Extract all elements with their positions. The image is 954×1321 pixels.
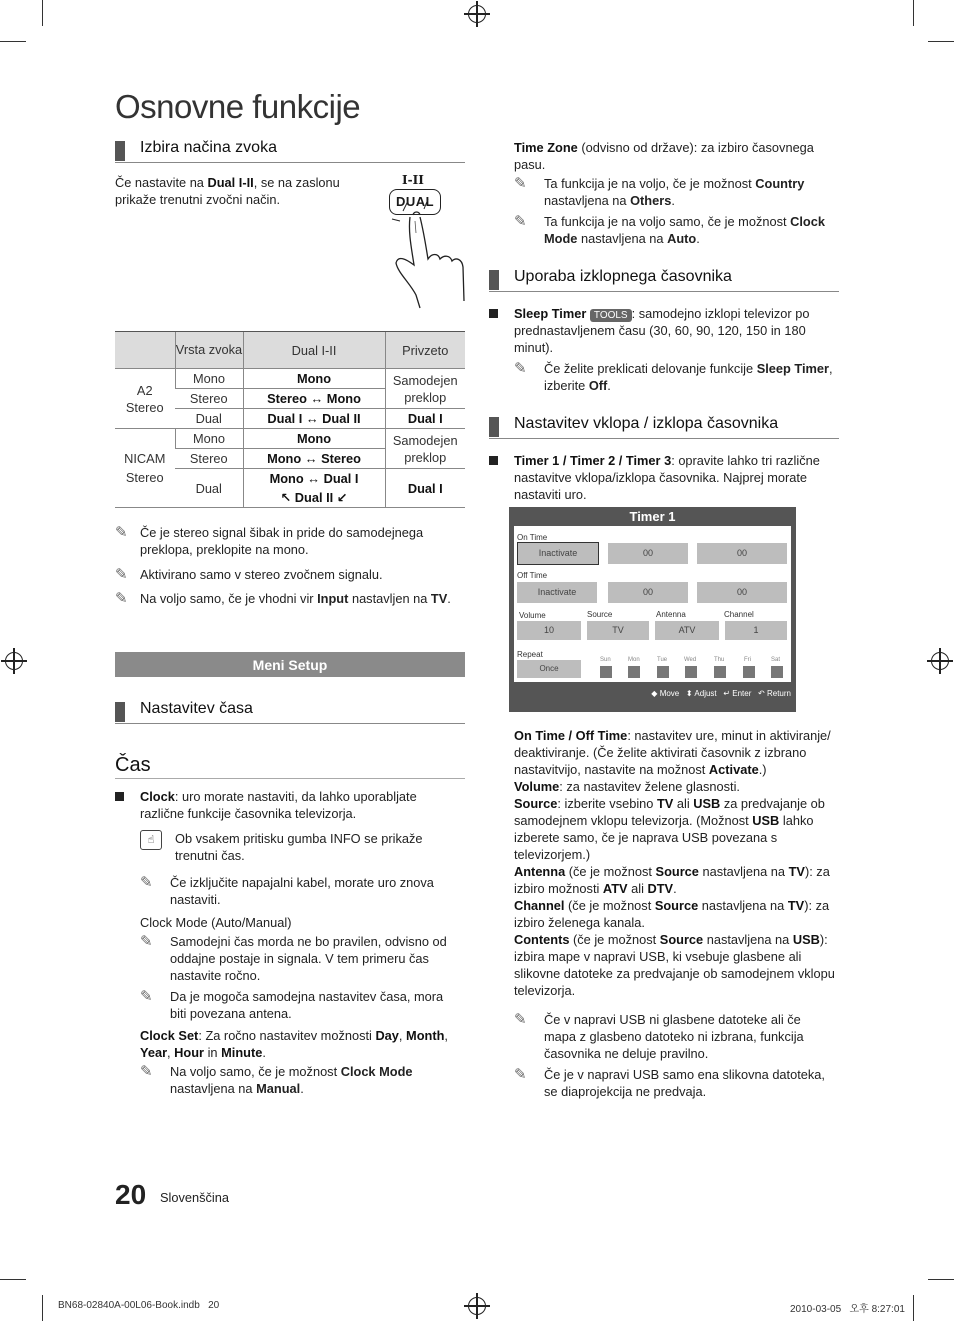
channel-field[interactable]: 1: [725, 621, 787, 640]
menu-setup-bar: Meni Setup: [115, 652, 465, 677]
pencil-icon: ✎: [140, 1063, 153, 1080]
day-checkbox[interactable]: [657, 666, 669, 678]
section-sleep-timer: Uporaba izklopnega časovnika: [489, 268, 839, 292]
adjust-icon: ⬍: [685, 689, 693, 698]
table-cell: Mono ↔ Dual Ι ↖ Dual ΙΙ ↙: [243, 469, 385, 508]
table-header: Privzeto: [385, 332, 465, 369]
timer-osd: [509, 507, 796, 712]
pencil-icon: ✎: [115, 566, 128, 583]
osd-label: Off Time: [517, 571, 548, 580]
footer-file: BN68-02840A-00L06-Book.indb 20: [58, 1300, 220, 1311]
osd-label: Source: [587, 610, 613, 619]
osd-label: Repeat: [517, 650, 543, 659]
day-checkbox[interactable]: [743, 666, 755, 678]
registration-mark-top: [468, 5, 486, 23]
pencil-icon: ✎: [514, 175, 527, 192]
pencil-icon: ✎: [115, 524, 128, 541]
day-checkbox[interactable]: [714, 666, 726, 678]
cas-title: Čas: [115, 754, 151, 776]
clock-mode-title: Clock Mode (Auto/Manual): [140, 915, 292, 930]
table-cell: Stereo ↔ Mono: [243, 389, 385, 409]
table-header: [115, 332, 175, 369]
table-cell: Dual Ι: [385, 469, 465, 508]
enter-icon: ↵: [723, 689, 731, 698]
section-sound-mode: Izbira načina zvoka: [115, 139, 465, 163]
sleep-timer-item: Sleep Timer TOOLS : samodejno izklopi televizor po prednastavljenem času (30, 60, 90, 120, 150 in 180 minut).: [514, 305, 834, 356]
table-cell: A2 Stereo: [115, 369, 175, 429]
on-time-hour[interactable]: 00: [608, 543, 688, 564]
table-cell: Mono: [175, 429, 243, 449]
note-info: ☝ Ob vsakem pritisku gumba INFO se prikaže trenutni čas.: [140, 830, 440, 864]
timer-description: On Time / Off Time: nastavitev ure, minut in aktiviranje/ deaktiviranje. (Če želite aktivirati časovnik z izbrano nastavitvijo, nastavite na možnost Activate.) Volume: za nastavitev želene glasnosti. Source: izberite vsebino TV ali USB za predvajanje ob samodejnem vklopu televizorja. (Možnost USB lahko izberete samo, če je naprava USB povezana s televizorjem.) Antenna (če je možnost Source nastavljena na TV): za izbiro možnosti ATV ali DTV. Channel (če je možnost Source nastavljena na TV): za izbiro želenega kanala. Contents (če je možnost Source nastavljena na USB): izbira mape v napravi USB, ki vsebuje glasbene ali slikovne datoteke za predvajanje ob samodejnem vklopu televizorja.: [514, 728, 835, 998]
pencil-icon: ✎: [514, 1066, 527, 1083]
day-label: Fri: [744, 657, 751, 663]
page-number: 20: [115, 1179, 147, 1210]
move-icon: ◆: [651, 689, 658, 698]
return-icon: ↶: [758, 689, 765, 698]
section-time-setting: Nastavitev časa: [115, 700, 465, 724]
pencil-icon: ✎: [140, 988, 153, 1005]
table-cell: Dual: [175, 409, 243, 429]
day-label: Sat: [771, 657, 781, 663]
table-header: Dual Ι-ΙΙ: [243, 332, 385, 369]
osd-label: Volume: [519, 611, 546, 620]
note: ✎ Aktivirano samo v stereo zvočnem signalu.: [115, 566, 383, 583]
note: ✎ Če izključite napajalni kabel, morate uro znova nastaviti.: [140, 874, 434, 907]
note: ✎ Če želite preklicati delovanje funkcije Sleep Timer, izberite Off.: [514, 360, 833, 393]
table-cell: Mono: [243, 369, 385, 389]
sound-intro: Če nastavite na Dual Ι-ΙΙ, se na zaslonu prikaže trenutni zvočni način.: [115, 175, 340, 207]
day-label: Mon: [628, 657, 640, 663]
osd-nav-bar: ◆ Move ⬍ Adjust ↵ Enter ↶ Return: [651, 689, 791, 698]
section-on-off-timer: Nastavitev vklopa / izklopa časovnika: [489, 415, 839, 439]
time-zone-text: Time Zone (odvisno od države): za izbiro časovnega pasu.: [514, 140, 814, 172]
language-label: Slovenščina: [160, 1190, 230, 1205]
osd-label: Antenna: [656, 610, 686, 619]
table-cell: Stereo: [175, 449, 243, 469]
pencil-icon: ✎: [140, 933, 153, 950]
off-time-hour[interactable]: 00: [608, 582, 688, 603]
day-label: Tue: [657, 657, 668, 663]
day-checkbox[interactable]: [685, 666, 697, 678]
on-time-activate[interactable]: Inactivate: [517, 542, 599, 565]
hand-note-icon: ☝: [140, 830, 162, 850]
day-checkbox[interactable]: [600, 666, 612, 678]
pencil-icon: ✎: [140, 874, 153, 891]
table-header: Vrsta zvoka: [175, 332, 243, 369]
note: ✎ Da je mogoča samodejna nastavitev časa, mora biti povezana antena.: [140, 988, 444, 1021]
table-cell: Dual: [175, 469, 243, 508]
page-title: Osnovne funkcije: [115, 88, 361, 125]
remote-dual-illustration: [380, 173, 470, 313]
table-cell: Dual Ι ↔ Dual ΙΙ: [243, 409, 385, 429]
clock-set-text: Clock Set: Za ročno nastavitev možnosti Day, Month, Year, Hour in Minute.: [140, 1028, 448, 1060]
table-cell: NICAM Stereo: [115, 429, 175, 508]
table-cell: Mono: [175, 369, 243, 389]
dual-button: DUAL: [389, 189, 441, 215]
day-checkbox[interactable]: [771, 666, 783, 678]
day-checkbox[interactable]: [628, 666, 640, 678]
note: ✎ Na voljo samo, če je možnost Clock Mode nastavljena na Manual.: [140, 1063, 413, 1096]
off-time-activate[interactable]: Inactivate: [517, 582, 597, 603]
clock-item: Clock: uro morate nastaviti, da lahko uporabljate različne funkcije časovnika televizorja.: [140, 788, 440, 822]
source-field[interactable]: TV: [587, 621, 649, 640]
footer-date: 2010-03-05 오후 8:27:01: [790, 1304, 905, 1315]
registration-mark-right: [931, 652, 949, 670]
registration-mark-left: [5, 652, 23, 670]
pencil-icon: ✎: [115, 590, 128, 607]
table-cell: Stereo: [175, 389, 243, 409]
osd-label: Channel: [724, 610, 754, 619]
note: ✎ Če je stereo signal šibak in pride do samodejnega preklopa, preklopite na mono.: [115, 524, 424, 557]
pencil-icon: ✎: [514, 213, 527, 230]
note: ✎ Samodejni čas morda ne bo pravilen, odvisno od oddajne postaje in signala. V tem primeru čas nastavite ročno.: [140, 933, 447, 983]
table-cell: Samodejen preklop: [385, 429, 465, 469]
note: ✎ Ta funkcija je na voljo, če je možnost Country nastavljena na Others.: [514, 175, 805, 208]
sound-mode-table: [115, 331, 465, 508]
table-cell: Mono: [243, 429, 385, 449]
note: ✎ Če v napravi USB ni glasbene datoteke ali če mapa z glasbeno datoteko ni izbrana, funkcija časovnika ne deluje pravilno.: [514, 1011, 804, 1061]
timer-item: Timer 1 / Timer 2 / Timer 3: opravite lahko tri različne nastavitve vklopa/izklopa časovnika. Najprej morate nastaviti uro.: [514, 452, 834, 503]
table-cell: Mono ↔ Stereo: [243, 449, 385, 469]
registration-mark-bottom: [468, 1297, 486, 1315]
repeat-field[interactable]: Once: [517, 660, 581, 678]
osd-title: Timer 1: [629, 509, 676, 524]
day-label: Wed: [684, 657, 697, 663]
note: ✎ Ta funkcija je na voljo samo, če je možnost Clock Mode nastavljena na Auto.: [514, 213, 825, 246]
table-cell: Samodejen preklop: [385, 369, 465, 409]
note: ✎ Če je v napravi USB samo ena slikovna datoteka, se diaprojekcija ne predvaja.: [514, 1066, 825, 1099]
osd-label: On Time: [517, 533, 548, 542]
remote-dual-top-label: Ι-ΙΙ: [402, 173, 424, 187]
note: ✎ Na voljo samo, če je vhodni vir Input nastavljen na TV.: [115, 590, 451, 607]
off-time-minute[interactable]: 00: [697, 582, 787, 603]
pencil-icon: ✎: [514, 1011, 527, 1028]
hand-icon: [380, 173, 470, 313]
antenna-field[interactable]: ATV: [655, 621, 719, 640]
day-label: Sun: [600, 657, 611, 663]
day-label: Thu: [714, 657, 725, 663]
tools-badge: TOOLS: [590, 309, 632, 322]
volume-field[interactable]: 10: [517, 621, 581, 640]
pencil-icon: ✎: [514, 360, 527, 377]
on-time-minute[interactable]: 00: [697, 543, 787, 564]
table-cell: Dual Ι: [385, 409, 465, 429]
